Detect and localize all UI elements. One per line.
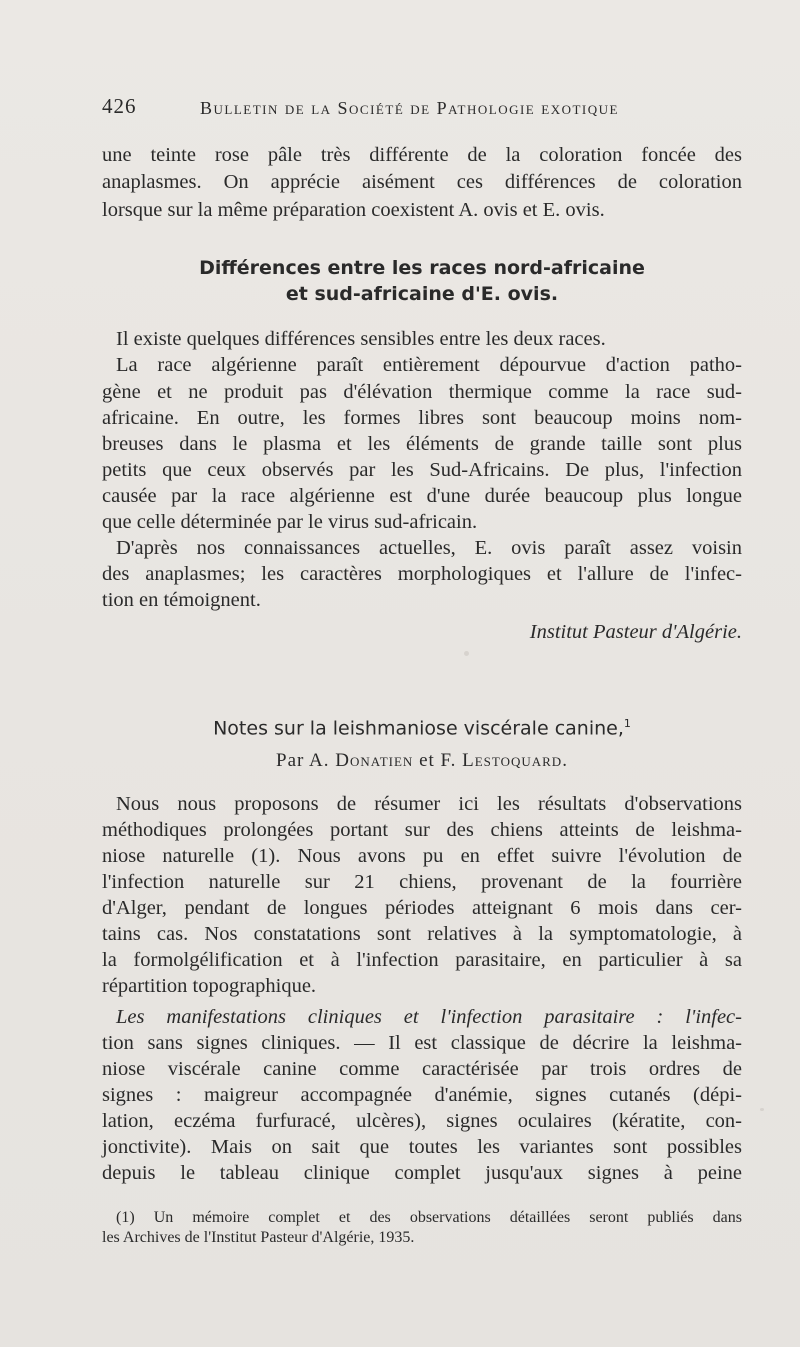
text-line: méthodiques prolongées portant sur des chiens atteints de leishma- bbox=[102, 819, 742, 841]
text-line: gène et ne produit pas d'élévation thermique comme la race sud- bbox=[102, 381, 742, 403]
author-joiner: et F. bbox=[419, 750, 457, 771]
text-line: des anaplasmes; les caractères morphologiques et l'allure de l'infec- bbox=[102, 563, 742, 585]
text-line: niose viscérale canine comme caractérisée par trois ordres de bbox=[102, 1058, 742, 1080]
text-line: lation, eczéma furfuracé, ulcères), signes oculaires (kératite, con- bbox=[102, 1110, 742, 1132]
text-line: breuses dans le plasma et les éléments de grande taille sont plus bbox=[102, 433, 742, 455]
text-line: La race algérienne paraît entièrement dépourvue d'action patho- bbox=[116, 354, 742, 376]
text-line: lorsque sur la même préparation coexistent A. ovis et E. ovis. bbox=[102, 199, 605, 221]
signature: Institut Pasteur d'Algérie. bbox=[529, 621, 742, 643]
text-line: niose naturelle (1). Nous avons pu en effet suivre l'évolution de bbox=[102, 845, 742, 867]
author-prefix: Par A. bbox=[276, 750, 330, 771]
text-line: Nous nous proposons de résumer ici les résultats d'observations bbox=[116, 793, 742, 815]
footnote: les Archives de l'Institut Pasteur d'Algérie, 1935. bbox=[102, 1229, 415, 1246]
scan-speck bbox=[760, 1108, 764, 1111]
author-name: Lestoquard. bbox=[462, 750, 568, 771]
running-header: Bulletin de la Société de Pathologie exotique bbox=[200, 98, 619, 118]
text-line: l'infection naturelle sur 21 chiens, provenant de la fourrière bbox=[102, 871, 742, 893]
article-title-text: Notes sur la leishmaniose viscérale canine, bbox=[213, 717, 624, 740]
page-number: 426 bbox=[102, 94, 137, 118]
article-title bbox=[102, 712, 742, 740]
text-line: causée par la race algérienne est d'une durée beaucoup plus longue bbox=[102, 485, 742, 507]
subsection-heading: Les manifestations cliniques et l'infection parasitaire : l'infec- bbox=[116, 1006, 742, 1028]
section-heading: et sud-africaine d'E. ovis. bbox=[285, 283, 559, 305]
text-line: une teinte rose pâle très différente de la coloration foncée des bbox=[102, 144, 742, 166]
text-line: D'après nos connaissances actuelles, E. ovis paraît assez voisin bbox=[116, 537, 742, 559]
footnote-marker: 1 bbox=[623, 717, 631, 730]
text-line: anaplasmes. On apprécie aisément ces différences de coloration bbox=[102, 171, 742, 193]
text-line: tion sans signes cliniques. — Il est classique de décrire la leishma- bbox=[102, 1032, 742, 1054]
footnote: (1) Un mémoire complet et des observations détaillées seront publiés dans bbox=[116, 1209, 742, 1226]
text-line: Il existe quelques différences sensibles entre les deux races. bbox=[116, 328, 606, 350]
text-line: d'Alger, pendant de longues périodes atteignant 6 mois dans cer- bbox=[102, 897, 742, 919]
text-line: tains cas. Nos constatations sont relatives à la symptomatologie, à bbox=[102, 923, 742, 945]
author-line bbox=[102, 749, 742, 773]
text-line: tion en témoignent. bbox=[102, 589, 261, 611]
text-line: jonctivite). Mais on sait que toutes les variantes sont possibles bbox=[102, 1136, 742, 1158]
text-line: répartition topographique. bbox=[102, 975, 317, 997]
text-line: que celle déterminée par le virus sud-africain. bbox=[102, 511, 478, 533]
text-line: la formolgélification et à l'infection parasitaire, en particulier à sa bbox=[102, 949, 742, 971]
scan-speck bbox=[464, 651, 469, 656]
text-line: petits que ceux observés par les Sud-Africains. De plus, l'infection bbox=[102, 459, 742, 481]
text-line: signes : maigreur accompagnée d'anémie, signes cutanés (dépi- bbox=[102, 1084, 742, 1106]
text-line: depuis le tableau clinique complet jusqu'aux signes à peine bbox=[102, 1162, 742, 1184]
author-name: Donatien bbox=[335, 750, 414, 771]
section-heading: Différences entre les races nord-africaine bbox=[199, 257, 645, 279]
text-line: africaine. En outre, les formes libres sont beaucoup moins nom- bbox=[102, 407, 742, 429]
